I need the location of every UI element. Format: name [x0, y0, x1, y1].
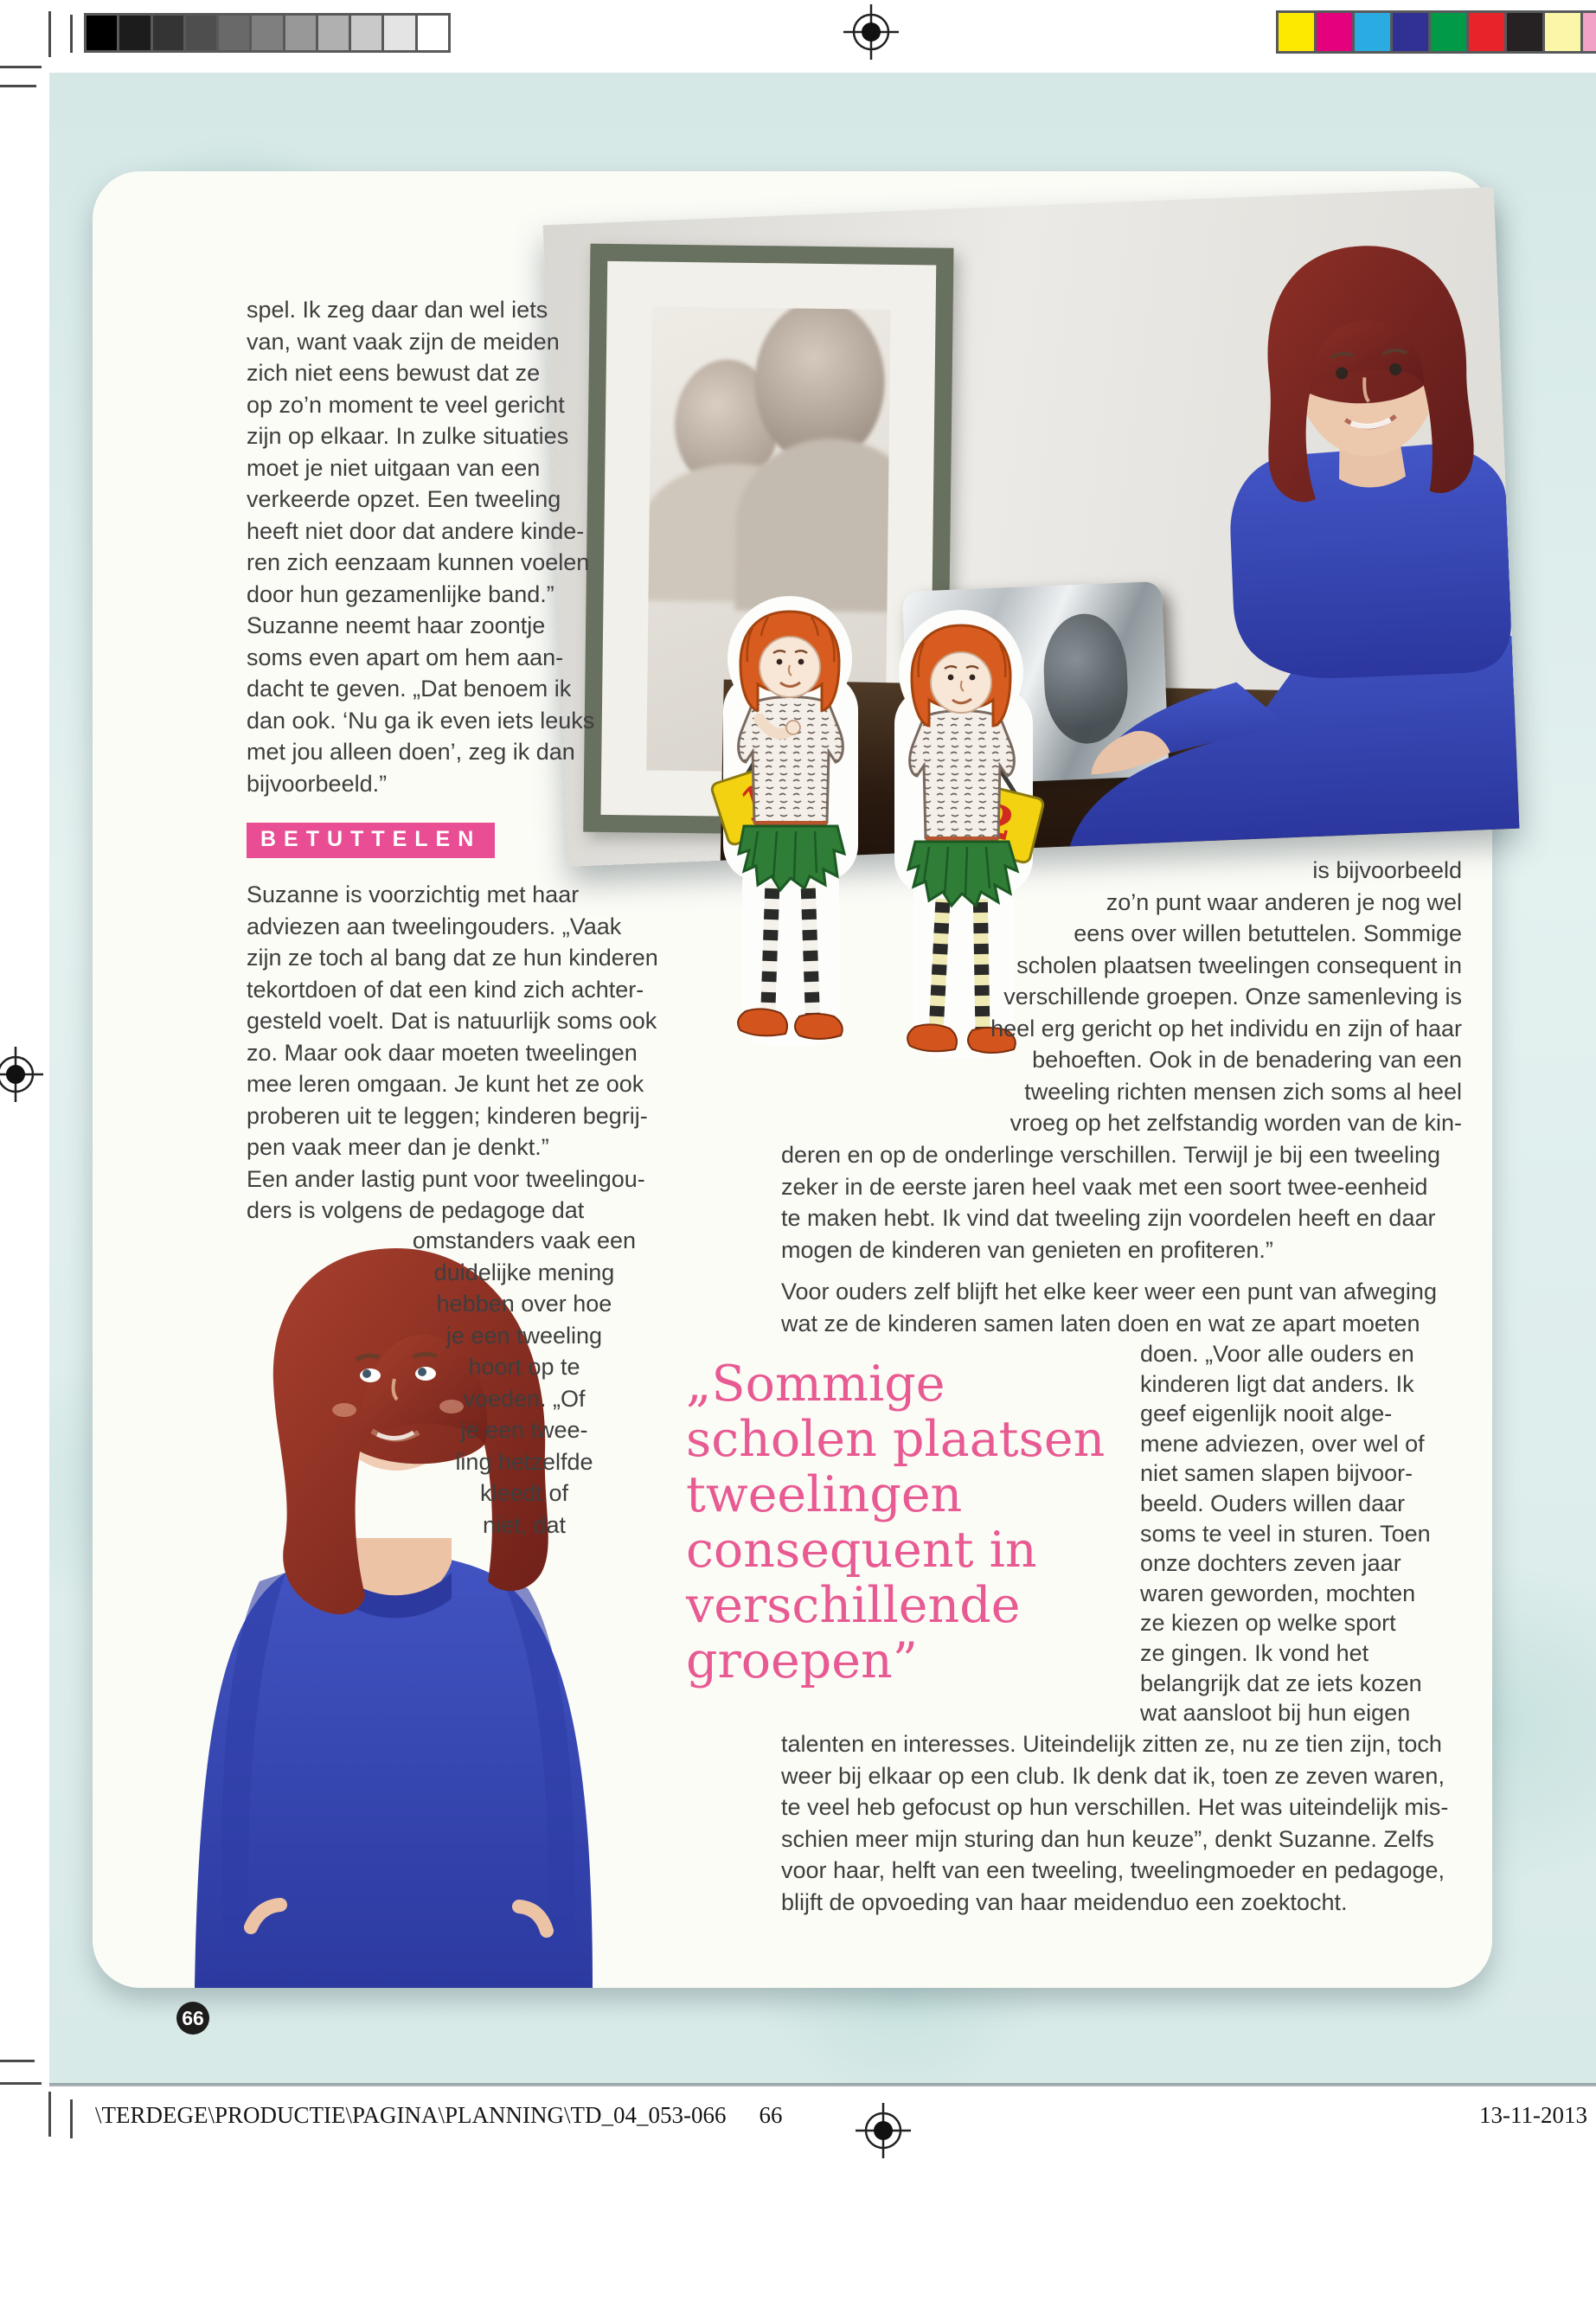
- pull-quote: „Sommige scholen plaatsen tweelingen consequent in verschillende groepen”: [686, 1356, 1106, 1689]
- column2-block-e: talenten en interesses. Uiteindelijk zitten ze, nu ze tien zijn, toch weer bij elkaar op een club. Ik denk dat ik, toen ze zeven waren, te veel heb gefocust op hun verschillen. Het was uiteindelijk mis- schien meer mijn sturing dan hun keuze”, denkt Suzanne. Zelfs voor haar, helft van een tweeling, tweelingmoeder en pedagoge, blijft de opvoeding van haar meidenduo een zoektocht.: [781, 1731, 1449, 1915]
- footer-date: 13-11-2013: [1479, 2102, 1587, 2128]
- color-swatch: [1431, 13, 1466, 51]
- column2-block-d: doen. „Voor alle ouders en kinderen ligt dat anders. Ik geef eigenlijk nooit alge- mene adviezen, over wel of niet samen slapen bijvoor- beeld. Ouders willen daar soms te veel in sturen. Toen onze dochters zeven jaar waren geworden, mochten ze kiezen op welke sport ze gingen. Ik vond het belangrijk dat ze iets kozen wat aansloot bij hun eigen: [1140, 1341, 1431, 1727]
- crop-mark: [0, 2082, 42, 2085]
- gray-swatch: [351, 16, 381, 50]
- gray-swatch: [119, 16, 150, 50]
- registration-mark-icon: [843, 4, 899, 60]
- column2-block-b: deren en op de onderlinge verschillen. Terwijl je bij een tweeling zeker in de eerste jaren heel vaak met een soort twee-eenheid te maken hebt. Ik vind dat tweeling zijn voordelen heeft en daar mogen de kinderen van genieten en profiteren.”: [781, 1142, 1440, 1263]
- color-swatch: [1469, 13, 1504, 51]
- gray-swatch: [219, 16, 249, 50]
- crop-mark: [0, 2060, 35, 2062]
- crop-mark: [0, 85, 36, 87]
- page-number-badge: 66: [176, 2002, 209, 2035]
- footer: [0, 2102, 1596, 2154]
- column2-block-a: is bijvoorbeeld zo’n punt waar anderen je nog wel eens over willen betuttelen. Sommige scholen plaatsen tweelingen consequent in verschillende groepen. Onze samenleving is heel erg gericht op het individu en zijn of haar behoeften. Ook in de benadering van een tweeling richten mensen zich soms al heel vroeg op het zelfstandig worden van de kin-: [990, 857, 1462, 1136]
- color-swatch: [1279, 13, 1314, 51]
- section-badge-betuttelen: BETUTTELEN: [247, 823, 495, 858]
- footer-page-number: 66: [759, 2102, 783, 2128]
- gray-swatch: [153, 16, 183, 50]
- gray-swatch: [384, 16, 414, 50]
- gray-swatch: [186, 16, 216, 50]
- crop-mark: [0, 66, 42, 68]
- column1-wrap-text: omstanders vaak een duidelijke mening hebben over hoe je een tweeling hoort op te voeden. „Of je een twee- ling hetzelfde kleedt of niet, dat: [412, 1227, 637, 1538]
- twin-girl-1: [710, 596, 858, 1046]
- color-swatch: [1545, 13, 1580, 51]
- gray-swatch: [318, 16, 349, 50]
- page-bottom-edge: [49, 2083, 1596, 2086]
- gray-swatch: [87, 16, 117, 50]
- color-swatch: [1507, 13, 1542, 51]
- column1-paragraph2: Suzanne is voorzichtig met haar adviezen aan tweelingouders. „Vaak zijn ze toch al bang dat ze hun kinderen tekortdoen of dat een kind zich achter- gesteld voelt. Dat is natuurlijk soms ook zo. Maar ook daar moeten tweelingen mee leren omgaan. Je kunt het ze ook proberen uit te leggen; kinderen begrij- pen vaak meer dan je denkt.” Een ander lastig punt voor tweelingou- ders is volgens de pedagoge dat: [247, 881, 658, 1223]
- crop-mark: [70, 15, 73, 53]
- crop-mark: [48, 11, 51, 57]
- color-swatch: [1317, 13, 1352, 51]
- column1-paragraph1: spel. Ik zeg daar dan wel iets van, want vaak zijn de meiden zich niet eens bewust dat ze op zo’n moment te veel gericht zijn op elkaar. In zulke situaties moet je niet uitgaan van een verkeerde opzet. Een tweeling heeft niet door dat andere kinde- ren zich eenzaam kunnen voelen door hun gezamenlijke band.” Suzanne neemt haar zoontje soms even apart om hem aan- dacht te geven. „Dat benoem ik dan ook. ‘Nu ga ik even iets leuks met jou alleen doen’, zeg ik dan bijvoorbeeld.”: [247, 297, 595, 797]
- footer-file-path: [95, 2102, 783, 2129]
- color-swatch: [1393, 13, 1428, 51]
- color-swatch: [1355, 13, 1390, 51]
- gray-swatch: [285, 16, 316, 50]
- color-calibration-bar: [1276, 10, 1596, 54]
- registration-mark-icon: [0, 1047, 43, 1102]
- grayscale-calibration-bar: [84, 13, 451, 53]
- footer-path-text: \TERDEGE\PRODUCTIE\PAGINA\PLANNING\TD_04_053-066: [95, 2102, 727, 2128]
- column2-block-c: Voor ouders zelf blijft het elke keer weer een punt van afweging wat ze de kinderen samen laten doen en wat ze apart moeten: [781, 1279, 1437, 1336]
- color-swatch: [1583, 13, 1596, 51]
- gray-swatch: [252, 16, 282, 50]
- gray-swatch: [418, 16, 448, 50]
